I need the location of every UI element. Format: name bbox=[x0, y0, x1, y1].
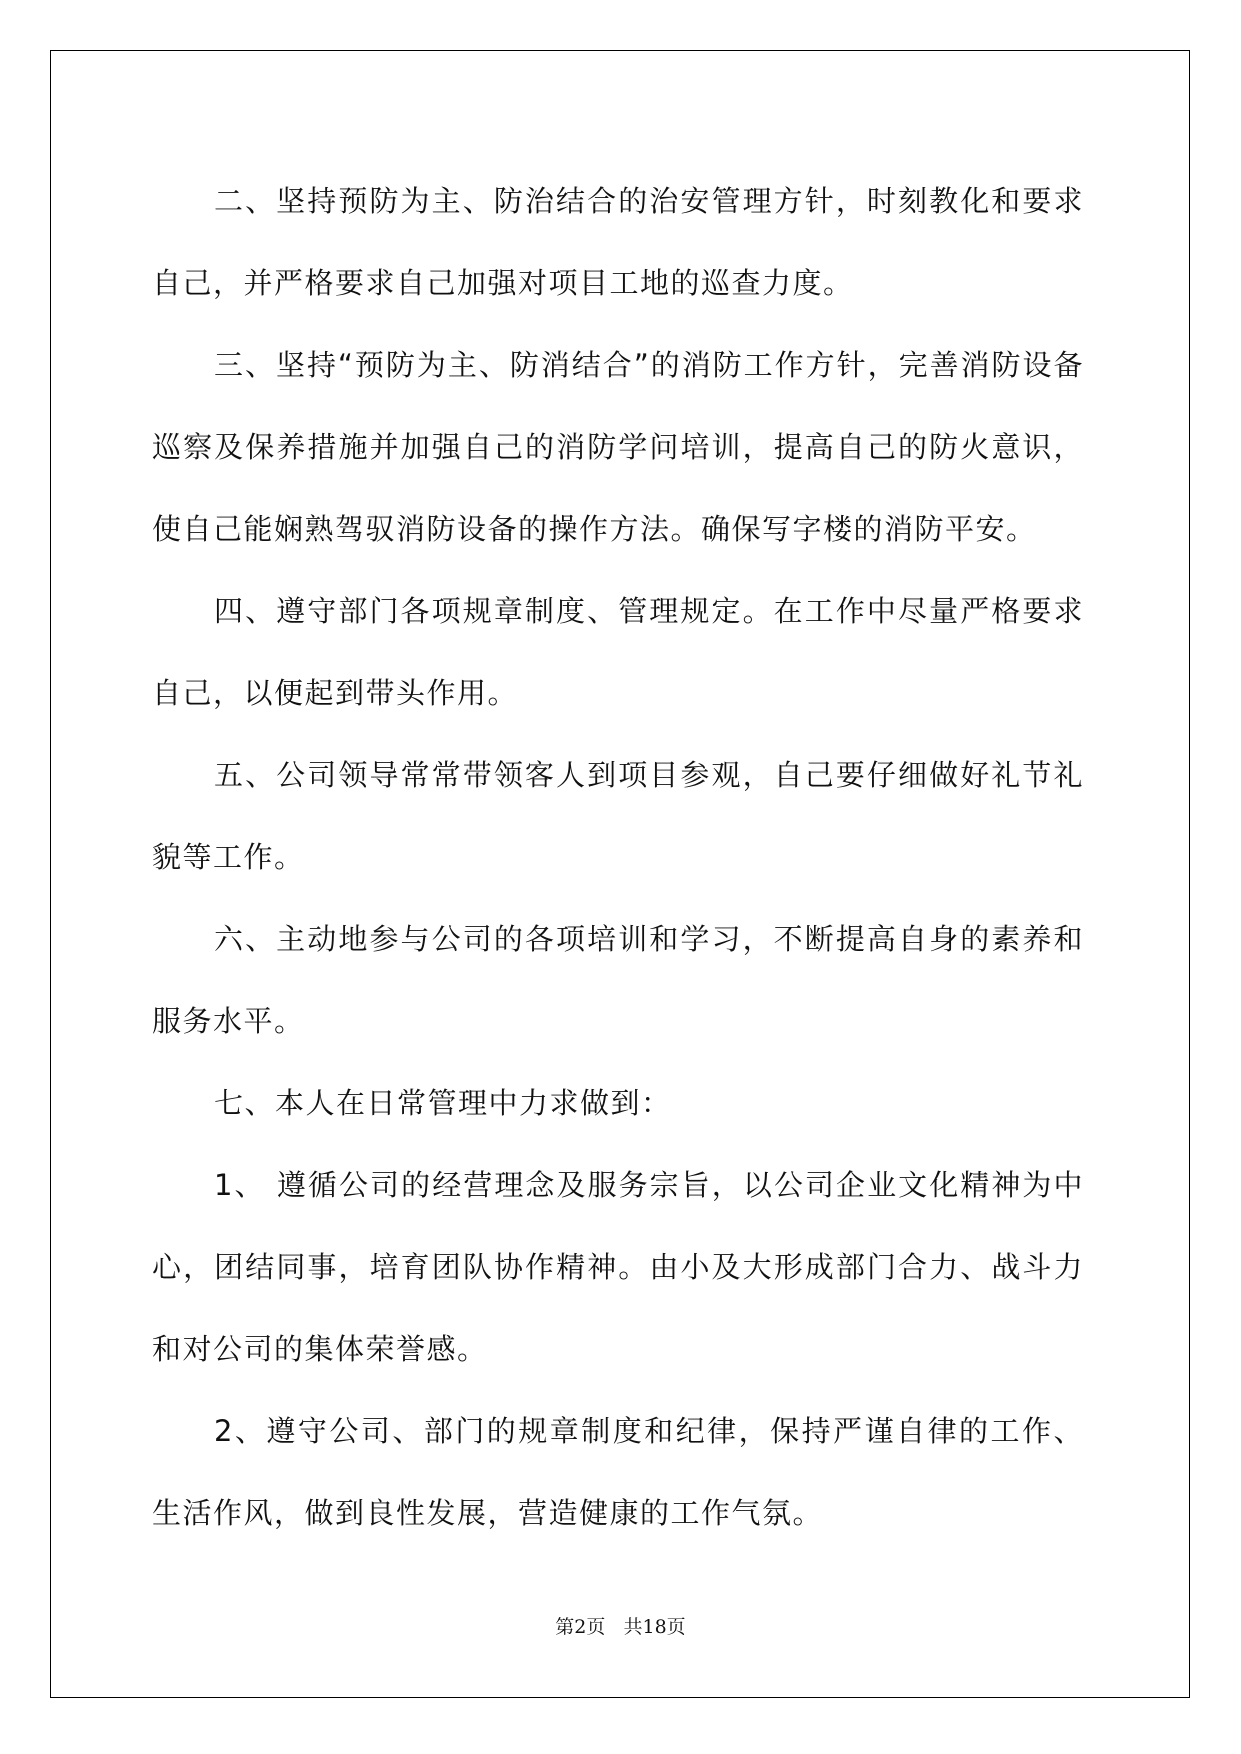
paragraph-7-1: 1、 遵循公司的经营理念及服务宗旨，以公司企业文化精神为中心，团结同事，培育团队协作精神。由小及大形成部门合力、战斗力和对公司的集体荣誉感。 bbox=[152, 1168, 1084, 1366]
paragraph-2: 二、坚持预防为主、防治结合的治安管理方针，时刻教化和要求自己，并严格要求自己加强对项目工地的巡查力度。 bbox=[152, 184, 1084, 300]
paragraph-3: 三、坚持“预防为主、防消结合”的消防工作方针，完善消防设备巡察及保养措施并加强自己的消防学问培训，提高自己的防火意识，使自己能娴熟驾驭消防设备的操作方法。确保写字楼的消防平安。 bbox=[152, 348, 1084, 546]
paragraph-7-2: 2、遵守公司、部门的规章制度和纪律，保持严谨自律的工作、生活作风，做到良性发展，营造健康的工作气氛。 bbox=[152, 1414, 1084, 1530]
document-body bbox=[152, 160, 1084, 1554]
page-number-footer: 第2页 共18页 bbox=[555, 1616, 686, 1638]
paragraph-6: 六、主动地参与公司的各项培训和学习，不断提高自身的素养和服务水平。 bbox=[152, 922, 1084, 1038]
paragraph-4: 四、遵守部门各项规章制度、管理规定。在工作中尽量严格要求自己，以便起到带头作用。 bbox=[152, 594, 1084, 710]
paragraph-5: 五、公司领导常常带领客人到项目参观，自己要仔细做好礼节礼貌等工作。 bbox=[152, 758, 1084, 874]
paragraph-7: 七、本人在日常管理中力求做到： bbox=[214, 1086, 672, 1120]
